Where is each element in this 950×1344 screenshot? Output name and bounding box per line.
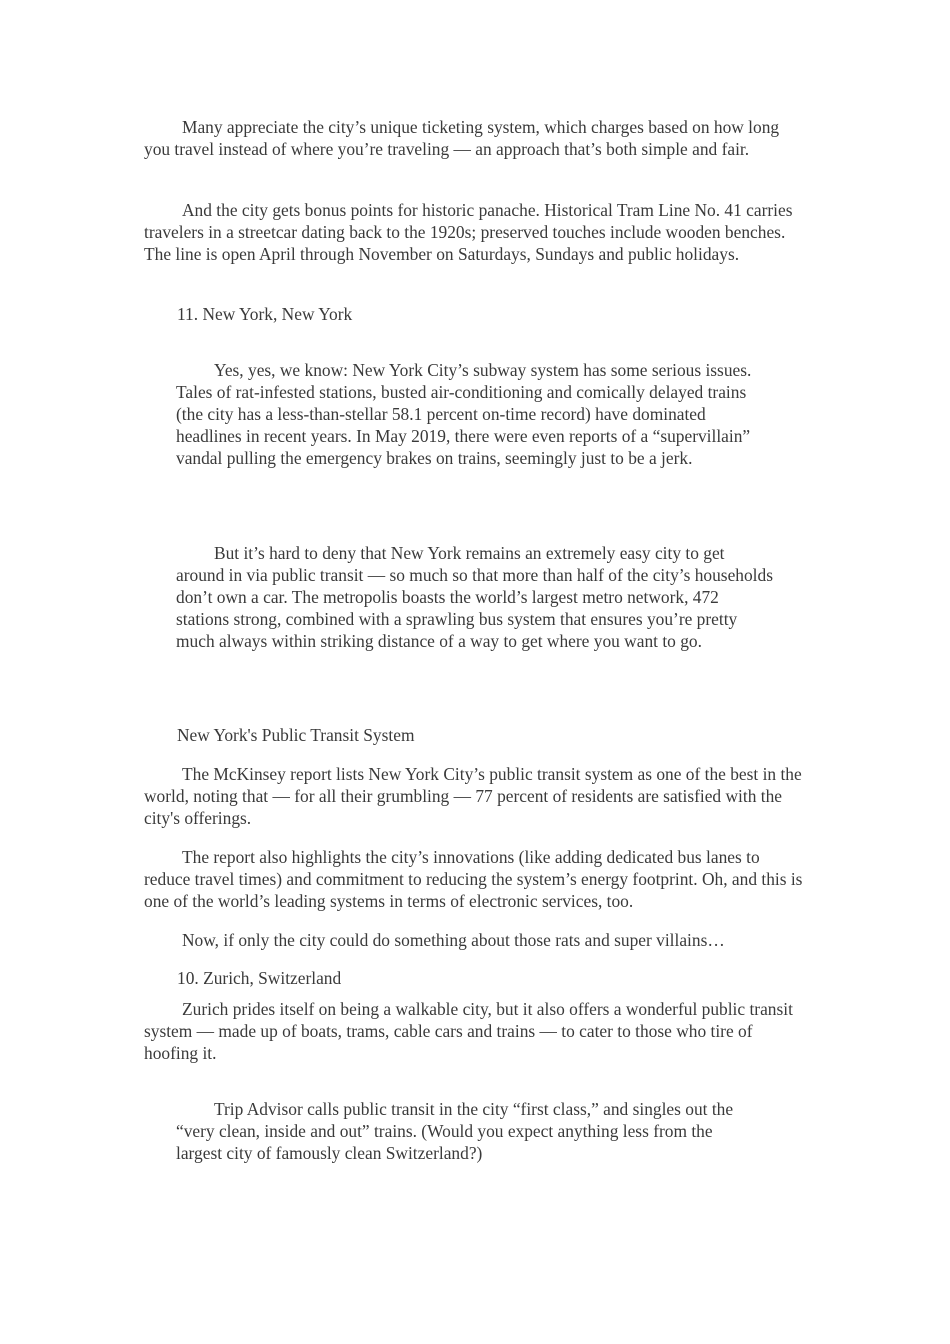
paragraph-zurich-walkable: Zurich prides itself on being a walkable city, but it also offers a wonderful public transit system — made up of boats, trams, cable cars and trains — to cater to those who tire of hoofing it. bbox=[144, 999, 793, 1063]
paragraph-rats-villains: Now, if only the city could do something about those rats and super villains… bbox=[182, 930, 725, 950]
quote-trip-advisor: Trip Advisor calls public transit in the city “first class,” and singles out the “very clean, inside and out” trains. (Would you expect anything less from the largest city of famously clean Switzerland?) bbox=[176, 1099, 734, 1163]
heading-zurich: 10. Zurich, Switzerland bbox=[177, 968, 342, 988]
paragraph-historic-tram: And the city gets bonus points for historic panache. Historical Tram Line No. 41 carries travelers in a streetcar dating back to the 1920s; preserved touches include wooden benches. The line is open April through November on Saturdays, Sundays and public holidays. bbox=[144, 200, 793, 264]
quote-subway-issues: Yes, yes, we know: New York City’s subway system has some serious issues. Tales of rat-infested stations, busted air-conditioning and comically delayed trains (the city has a less-than-stellar 58.1 percent on-time record) have dominated headlines in recent years. In May 2019, there were even reports of a “supervillain” vandal pulling the emergency brakes on trains, seemingly just to be a jerk. bbox=[176, 360, 752, 468]
paragraph-innovations: The report also highlights the city’s innovations (like adding dedicated bus lanes to reduce travel times) and commitment to reducing the system’s energy footprint. Oh, and this is one of the world’s leading systems in terms of electronic services, too. bbox=[144, 847, 803, 911]
heading-new-york: 11. New York, New York bbox=[177, 304, 353, 324]
heading-ny-public-transit: New York's Public Transit System bbox=[177, 725, 415, 745]
quote-easy-transit: But it’s hard to deny that New York remains an extremely easy city to get around in via public transit — so much so that more than half of the city’s households don’t own a car. The metropolis boasts the world’s largest metro network, 472 stations strong, combined with a sprawling bus system that ensures you’re pretty much always within striking distance of a way to get where you want to go. bbox=[176, 543, 773, 651]
paragraph-ticketing-system: Many appreciate the city’s unique ticketing system, which charges based on how long you travel instead of where you’re traveling — an approach that’s both simple and fair. bbox=[144, 117, 780, 159]
paragraph-mckinsey-report: The McKinsey report lists New York City’s public transit system as one of the best in the world, noting that — for all their grumbling — 77 percent of residents are satisfied with the city's offerings. bbox=[144, 764, 802, 828]
